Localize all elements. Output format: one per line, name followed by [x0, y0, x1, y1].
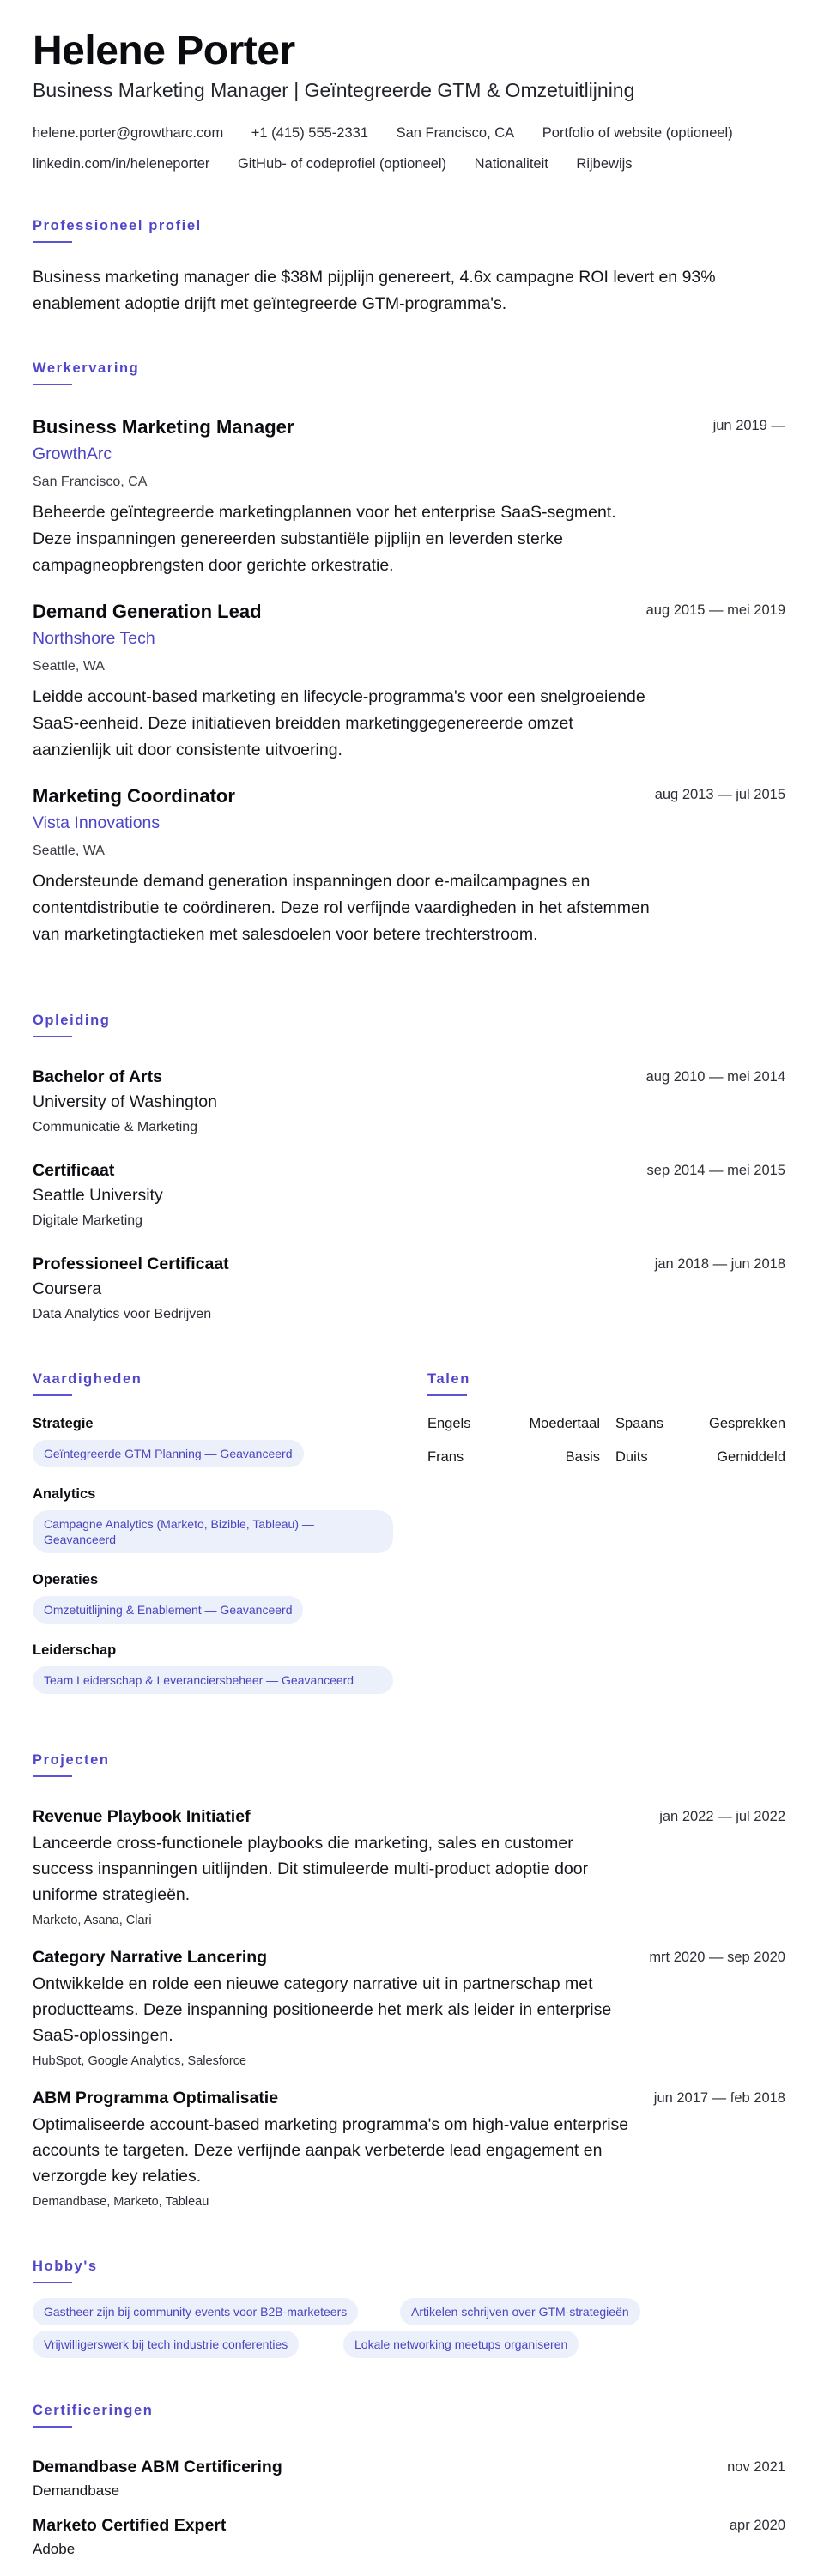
education-dates: aug 2010 — mei 2014: [645, 1069, 785, 1085]
skill-pill: Geïntegreerde GTM Planning — Geavanceerd: [33, 1440, 304, 1467]
contact-email[interactable]: helene.porter@growtharc.com: [33, 125, 224, 141]
job-description: Leidde account-based marketing en lifecycle-programma's voor een snelgroeiende SaaS-eenheid. Deze initiatieven breidden marketinggegenereerde omzet aanzienlijk uit door consistente uitvoering.: [33, 687, 645, 759]
project-tools: Demandbase, Marketo, Tableau: [33, 2195, 209, 2209]
education-field: Data Analytics voor Bedrijven: [33, 1307, 212, 1321]
section-title-projects: Projecten: [33, 1752, 110, 1768]
section-title-skills: Vaardigheden: [33, 1371, 142, 1387]
job-description: Beheerde geïntegreerde marketingplannen voor het enterprise SaaS-segment. Deze inspanningen genereerden substantiële pijplijn en leverden sterke campagneopbrengsten door gerichte orkestratie.: [33, 503, 616, 575]
section-divider: [33, 2282, 72, 2283]
contact-github[interactable]: GitHub- of codeprofiel (optioneel): [237, 156, 447, 172]
section-title-profile: Professioneel profiel: [33, 218, 202, 233]
project-dates: jun 2017 — feb 2018: [653, 2090, 785, 2106]
education-degree: Bachelor of Arts: [33, 1067, 162, 1086]
contact-nationality: Nationaliteit: [474, 156, 548, 172]
language-name: Frans: [427, 1449, 464, 1465]
education-dates: jan 2018 — jun 2018: [654, 1256, 785, 1272]
education-school: Coursera: [33, 1279, 102, 1298]
hobby-pill: Vrijwilligerswerk bij tech industrie conferenties: [33, 2331, 299, 2358]
hobby-pill: Lokale networking meetups organiseren: [343, 2331, 579, 2358]
skill-category: Leiderschap: [33, 1642, 117, 1658]
language-name: Spaans: [615, 1416, 663, 1431]
contact-row-2: [33, 156, 657, 172]
section-divider: [33, 1036, 72, 1037]
section-divider: [33, 384, 72, 385]
job-company: GrowthArc: [33, 444, 112, 463]
certification-name: Demandbase ABM Certificering: [33, 2458, 282, 2476]
education-degree: Certificaat: [33, 1161, 115, 1180]
job-title: Business Marketing Manager: [33, 416, 294, 438]
skill-pill: Omzetuitlijning & Enablement — Geavanceerd: [33, 1596, 303, 1624]
section-divider: [33, 241, 72, 243]
candidate-headline: Business Marketing Manager | Geïntegreerde GTM & Omzetuitlijning: [33, 79, 635, 101]
certification-issuer: Demandbase: [33, 2482, 120, 2499]
section-divider: [33, 1394, 72, 1396]
section-divider: [33, 2426, 72, 2428]
contact-row-1: [33, 125, 757, 142]
job-dates: aug 2015 — mei 2019: [645, 602, 785, 618]
language-name: Engels: [427, 1416, 471, 1431]
project-title: Revenue Playbook Initiatief: [33, 1807, 251, 1826]
certification-issuer: Adobe: [33, 2541, 76, 2557]
language-name: Duits: [615, 1449, 648, 1465]
section-divider: [33, 1775, 72, 1777]
job-dates: aug 2013 — jul 2015: [654, 787, 785, 802]
hobby-pill: Gastheer zijn bij community events voor B2B-marketeers: [33, 2298, 358, 2325]
language-level: Gesprekken: [709, 1416, 785, 1431]
job-company: Vista Innovations: [33, 813, 161, 832]
project-dates: mrt 2020 — sep 2020: [649, 1950, 785, 1965]
certification-name: Marketo Certified Expert: [33, 2516, 227, 2535]
section-title-certifications: Certificeringen: [33, 2403, 154, 2418]
section-title-experience: Werkervaring: [33, 360, 140, 376]
candidate-name: Helene Porter: [33, 28, 295, 74]
section-title-hobbies: Hobby's: [33, 2259, 98, 2274]
project-title: Category Narrative Lancering: [33, 1948, 268, 1967]
language-level: Moedertaal: [529, 1416, 600, 1431]
project-dates: jan 2022 — jul 2022: [659, 1809, 785, 1824]
project-description: Ontwikkelde en rolde een nieuwe category narrative uit in partnerschap met productteams. Deze inspanning positioneerde het merk als leider in enterprise SaaS-oplossingen.: [33, 1974, 612, 2045]
section-divider: [427, 1394, 467, 1396]
education-school: Seattle University: [33, 1186, 163, 1205]
skill-pill: Campagne Analytics (Marketo, Bizible, Tableau) — Geavanceerd: [33, 1510, 393, 1553]
job-company: Northshore Tech: [33, 629, 155, 648]
skill-category: Analytics: [33, 1486, 96, 1502]
education-dates: sep 2014 — mei 2015: [646, 1163, 785, 1178]
contact-linkedin[interactable]: linkedin.com/in/heleneporter: [33, 156, 210, 172]
job-location: San Francisco, CA: [33, 475, 148, 489]
skill-category: Operaties: [33, 1572, 99, 1587]
certification-date: apr 2020: [729, 2518, 785, 2533]
contact-portfolio[interactable]: Portfolio of website (optioneel): [542, 125, 733, 141]
project-description: Optimaliseerde account-based marketing programma's om high-value enterprise accounts te targeten. Deze verfijnde aanpak verbeterde lead engagement en verzorgde key relaties.: [33, 2115, 629, 2186]
project-title: ABM Programma Optimalisatie: [33, 2089, 279, 2107]
skill-pill: Team Leiderschap & Leveranciersbeheer — Geavanceerd: [33, 1666, 393, 1694]
education-field: Communicatie & Marketing: [33, 1120, 198, 1134]
education-degree: Professioneel Certificaat: [33, 1255, 229, 1273]
project-description: Lanceerde cross-functionele playbooks die marketing, sales en customer success inspanningen uitlijnden. Dit stimuleerde multi-product adoptie door uniforme strategieën.: [33, 1834, 589, 1904]
certification-date: nov 2021: [727, 2459, 785, 2475]
job-dates: jun 2019 —: [712, 418, 785, 433]
section-title-languages: Talen: [427, 1371, 470, 1387]
contact-drivers-license: Rijbewijs: [576, 156, 633, 172]
language-level: Basis: [565, 1449, 600, 1465]
hobby-pill: Artikelen schrijven over GTM-strategieën: [400, 2298, 640, 2325]
job-location: Seattle, WA: [33, 844, 105, 858]
section-title-education: Opleiding: [33, 1013, 111, 1028]
language-level: Gemiddeld: [717, 1449, 785, 1465]
education-school: University of Washington: [33, 1092, 217, 1111]
profile-summary: Business marketing manager die $38M pijplijn genereert, 4.6x campagne ROI levert en 93% enablement adoptie drijft met geïntegreerde GTM-programma's.: [33, 268, 716, 313]
project-tools: Marketo, Asana, Clari: [33, 1914, 152, 1927]
education-field: Digitale Marketing: [33, 1213, 143, 1228]
job-title: Marketing Coordinator: [33, 785, 235, 807]
job-description: Ondersteunde demand generation inspanningen door e-mailcampagnes en contentdistributie te coördineren. Deze rol verfijnde vaardigheden in het afstemmen van marketingtactieken met salesdoelen voor betere trechterstroom.: [33, 872, 650, 944]
job-location: Seattle, WA: [33, 659, 105, 674]
contact-location: San Francisco, CA: [396, 125, 515, 141]
skill-category: Strategie: [33, 1416, 94, 1431]
project-tools: HubSpot, Google Analytics, Salesforce: [33, 2054, 247, 2068]
job-title: Demand Generation Lead: [33, 601, 262, 622]
contact-phone[interactable]: +1 (415) 555-2331: [251, 125, 369, 141]
